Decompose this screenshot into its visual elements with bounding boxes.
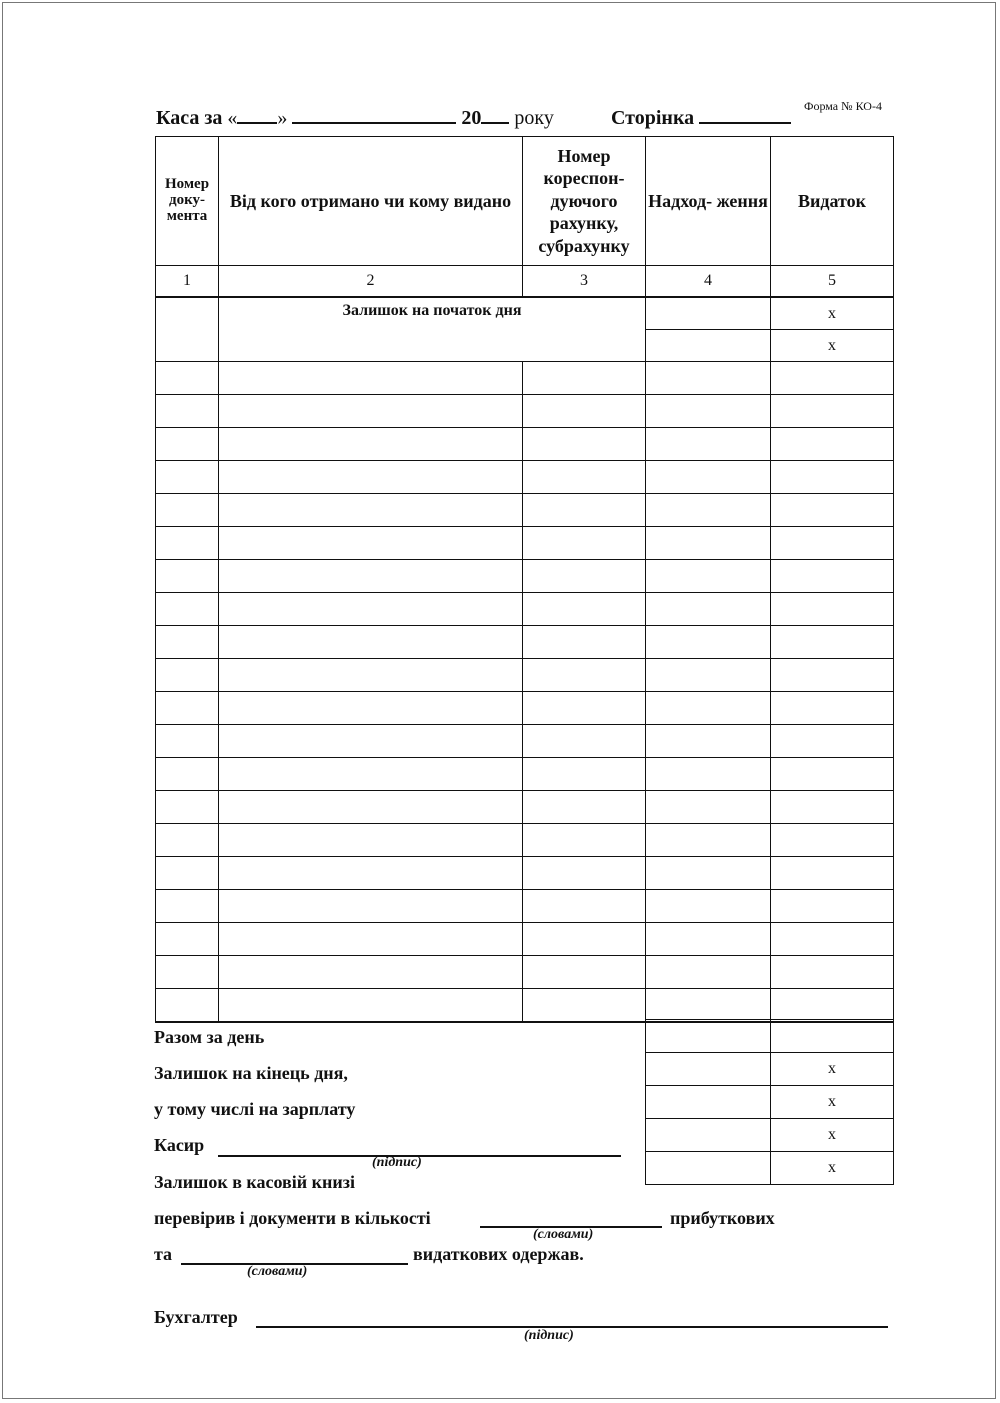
col-num-4: 4 [646, 266, 771, 298]
accountant-signature-line[interactable] [256, 1312, 888, 1328]
checked-docs-label: перевірив і документи в кількості [154, 1208, 431, 1228]
table-cell-col-4[interactable] [646, 890, 771, 923]
table-cell-col-2[interactable] [219, 791, 523, 824]
kasa-za-label: Каса за [156, 107, 223, 129]
table-cell-col-4[interactable] [646, 461, 771, 494]
table-cell-col-1[interactable] [156, 956, 219, 989]
table-cell-col-5[interactable] [771, 890, 894, 923]
table-cell-col-1[interactable] [156, 659, 219, 692]
table-cell-col-3[interactable] [523, 956, 646, 989]
table-cell-col-4[interactable] [646, 758, 771, 791]
table-cell-col-2[interactable] [219, 923, 523, 956]
table-cell-col-5[interactable] [771, 494, 894, 527]
table-cell-col-3[interactable] [523, 560, 646, 593]
receipts-in-words-caption: (словами) [533, 1227, 594, 1242]
table-cell-col-4[interactable] [646, 362, 771, 395]
column-header-row [156, 137, 894, 266]
table-cell-col-5[interactable] [771, 395, 894, 428]
table-cell-col-1[interactable] [156, 362, 219, 395]
table-cell-col-1[interactable] [156, 428, 219, 461]
table-cell-col-4[interactable] [646, 791, 771, 824]
year-prefix: 20 [461, 107, 482, 129]
table-row [156, 626, 894, 659]
table-cell-col-2[interactable] [219, 494, 523, 527]
table-row [156, 824, 894, 857]
table-cell-col-3[interactable] [523, 395, 646, 428]
cashier-signature-caption: (підпис) [372, 1155, 422, 1170]
closing-x-mark: х [771, 1053, 894, 1086]
table-row [156, 989, 894, 1023]
totals-row [646, 1119, 894, 1152]
table-cell-col-1[interactable] [156, 791, 219, 824]
quote-open: « [227, 107, 238, 129]
table-cell-col-4[interactable] [646, 428, 771, 461]
table-cell-col-1[interactable] [156, 989, 219, 1023]
table-cell-col-3[interactable] [523, 989, 646, 1023]
table-cell-col-4[interactable] [646, 494, 771, 527]
page-number-label [611, 106, 791, 130]
totals-row [646, 1152, 894, 1185]
table-row [156, 791, 894, 824]
col-num-3: 3 [523, 266, 646, 298]
extra-x-mark-2: х [771, 1152, 894, 1185]
table-row [156, 494, 894, 527]
table-cell-col-3[interactable] [523, 692, 646, 725]
opening-income-cell-2[interactable] [646, 330, 771, 362]
table-cell-col-1[interactable] [156, 593, 219, 626]
table-cell-col-2[interactable] [219, 989, 523, 1023]
in-cash-book-label: Залишок в касовій книзі [154, 1172, 355, 1192]
column-number-row [156, 266, 894, 298]
table-cell-col-4[interactable] [646, 659, 771, 692]
table-cell-col-1[interactable] [156, 725, 219, 758]
receipts-count-line[interactable] [480, 1212, 662, 1228]
cash-date-label [156, 106, 554, 130]
table-cell-col-4[interactable] [646, 626, 771, 659]
table-cell-col-2[interactable] [219, 692, 523, 725]
table-cell-col-2[interactable] [219, 857, 523, 890]
table-cell-col-1[interactable] [156, 527, 219, 560]
table-cell-col-4[interactable] [646, 923, 771, 956]
col-account-header: Номер кореспон- дуючого рахунку, субрахунку [523, 137, 646, 266]
table-cell-col-5[interactable] [771, 758, 894, 791]
table-row [156, 956, 894, 989]
table-cell-col-2[interactable] [219, 890, 523, 923]
table-cell-col-3[interactable] [523, 527, 646, 560]
table-cell-col-4[interactable] [646, 527, 771, 560]
table-cell-col-3[interactable] [523, 428, 646, 461]
table-cell-col-2[interactable] [219, 956, 523, 989]
table-cell-col-5[interactable] [771, 824, 894, 857]
form-number: Форма № КО-4 [804, 99, 882, 113]
table-cell-col-4[interactable] [646, 593, 771, 626]
table-cell-col-4[interactable] [646, 395, 771, 428]
opening-x-mark-2: х [771, 330, 894, 362]
expense-count-line[interactable] [181, 1249, 408, 1265]
table-cell-col-1[interactable] [156, 758, 219, 791]
table-cell-col-2[interactable] [219, 659, 523, 692]
and-label: та [154, 1244, 173, 1264]
table-cell-col-3[interactable] [523, 725, 646, 758]
year-suffix: року [514, 107, 554, 129]
table-row [156, 890, 894, 923]
table-row [156, 461, 894, 494]
table-cell-col-2[interactable] [219, 725, 523, 758]
table-cell-col-5[interactable] [771, 791, 894, 824]
table-cell-col-5[interactable] [771, 626, 894, 659]
day-field[interactable] [237, 106, 277, 124]
table-cell-col-2[interactable] [219, 824, 523, 857]
col-num-2: 2 [219, 266, 523, 298]
table-cell-col-4[interactable] [646, 956, 771, 989]
table-row [156, 923, 894, 956]
table-cell-col-3[interactable] [523, 890, 646, 923]
expense-in-words-caption: (словами) [247, 1264, 308, 1279]
table-cell-col-3[interactable] [523, 362, 646, 395]
table-cell-col-1[interactable] [156, 461, 219, 494]
table-row [156, 527, 894, 560]
table-cell-col-2[interactable] [219, 395, 523, 428]
col-income-header: Надход- ження [646, 137, 771, 266]
col-num-5: 5 [771, 266, 894, 298]
quote-close: » [277, 107, 288, 129]
table-cell-col-2[interactable] [219, 428, 523, 461]
table-cell-col-4[interactable] [646, 692, 771, 725]
table-cell-col-1[interactable] [156, 560, 219, 593]
col-expense-header: Видаток [771, 137, 894, 266]
accountant-signature-caption: (підпис) [524, 1328, 574, 1343]
table-row [156, 560, 894, 593]
cash-book-table [155, 136, 894, 1023]
table-row [156, 659, 894, 692]
table-cell-col-4[interactable] [646, 824, 771, 857]
table-cell-col-5[interactable] [771, 593, 894, 626]
table-cell-col-4[interactable] [646, 725, 771, 758]
totals-row [646, 1053, 894, 1086]
col-from-to-header: Від кого отримано чи кому видано [219, 137, 523, 266]
table-cell-col-1[interactable] [156, 890, 219, 923]
table-row [156, 857, 894, 890]
incl-salary-label: у тому числі на зарплату [154, 1099, 356, 1119]
table-cell-col-3[interactable] [523, 494, 646, 527]
total-day-label: Разом за день [154, 1027, 265, 1047]
table-cell-col-1[interactable] [156, 494, 219, 527]
table-cell-col-3[interactable] [523, 758, 646, 791]
totals-table [645, 1019, 894, 1185]
table-cell-col-5[interactable] [771, 659, 894, 692]
page-number-field[interactable] [699, 106, 791, 124]
col-num-1: 1 [156, 266, 219, 298]
table-cell-col-2[interactable] [219, 560, 523, 593]
table-cell-col-1[interactable] [156, 692, 219, 725]
table-cell-col-5[interactable] [771, 461, 894, 494]
table-row [156, 758, 894, 791]
table-cell-col-5[interactable] [771, 362, 894, 395]
table-cell-col-1[interactable] [156, 626, 219, 659]
table-cell-col-5[interactable] [771, 692, 894, 725]
salary-income-cell[interactable] [646, 1086, 771, 1119]
col-doc-number-header: Номер доку- мента [156, 137, 219, 266]
salary-x-mark: х [771, 1086, 894, 1119]
accountant-label: Бухгалтер [154, 1307, 238, 1327]
month-field[interactable] [292, 106, 456, 124]
opening-balance-row [156, 297, 894, 330]
table-cell-col-3[interactable] [523, 626, 646, 659]
totals-row [646, 1086, 894, 1119]
table-cell-col-5[interactable] [771, 428, 894, 461]
table-cell-col-3[interactable] [523, 791, 646, 824]
table-cell-col-1[interactable] [156, 395, 219, 428]
table-row [156, 362, 894, 395]
table-cell-col-5[interactable] [771, 725, 894, 758]
table-cell-col-2[interactable] [219, 758, 523, 791]
table-cell-col-1[interactable] [156, 824, 219, 857]
totals-row [646, 1020, 894, 1053]
opening-balance-label: Залишок на початок дня [219, 297, 646, 362]
year-field[interactable] [481, 106, 509, 124]
receipts-label: прибуткових [670, 1208, 775, 1228]
table-cell-col-3[interactable] [523, 824, 646, 857]
table-cell-col-4[interactable] [646, 989, 771, 1023]
table-cell-col-3[interactable] [523, 857, 646, 890]
opening-doc-cell[interactable] [156, 297, 219, 362]
table-cell-col-3[interactable] [523, 659, 646, 692]
table-cell-col-1[interactable] [156, 857, 219, 890]
table-cell-col-5[interactable] [771, 857, 894, 890]
table-row [156, 428, 894, 461]
table-cell-col-3[interactable] [523, 923, 646, 956]
table-cell-col-5[interactable] [771, 527, 894, 560]
table-cell-col-5[interactable] [771, 923, 894, 956]
table-cell-col-2[interactable] [219, 461, 523, 494]
table-cell-col-3[interactable] [523, 461, 646, 494]
table-cell-col-2[interactable] [219, 362, 523, 395]
table-row [156, 725, 894, 758]
table-cell-col-4[interactable] [646, 857, 771, 890]
table-cell-col-5[interactable] [771, 956, 894, 989]
table-cell-col-2[interactable] [219, 626, 523, 659]
table-cell-col-3[interactable] [523, 593, 646, 626]
extra-income-cell-2[interactable] [646, 1152, 771, 1185]
closing-balance-label: Залишок на кінець дня, [154, 1063, 348, 1083]
table-cell-col-5[interactable] [771, 560, 894, 593]
extra-income-cell-1[interactable] [646, 1119, 771, 1152]
closing-income-cell[interactable] [646, 1053, 771, 1086]
table-cell-col-1[interactable] [156, 923, 219, 956]
table-cell-col-4[interactable] [646, 560, 771, 593]
table-row [156, 593, 894, 626]
table-cell-col-2[interactable] [219, 527, 523, 560]
table-cell-col-2[interactable] [219, 593, 523, 626]
cashier-label: Касир [154, 1135, 205, 1155]
expense-received-label: видаткових одержав. [413, 1244, 584, 1264]
extra-x-mark-1: х [771, 1119, 894, 1152]
table-cell-col-5[interactable] [771, 989, 894, 1023]
total-income-cell[interactable] [646, 1020, 771, 1053]
table-row [156, 395, 894, 428]
page-label: Сторінка [611, 107, 695, 129]
total-expense-cell[interactable] [771, 1020, 894, 1053]
opening-income-cell[interactable] [646, 297, 771, 330]
table-row [156, 692, 894, 725]
opening-x-mark: х [771, 297, 894, 330]
